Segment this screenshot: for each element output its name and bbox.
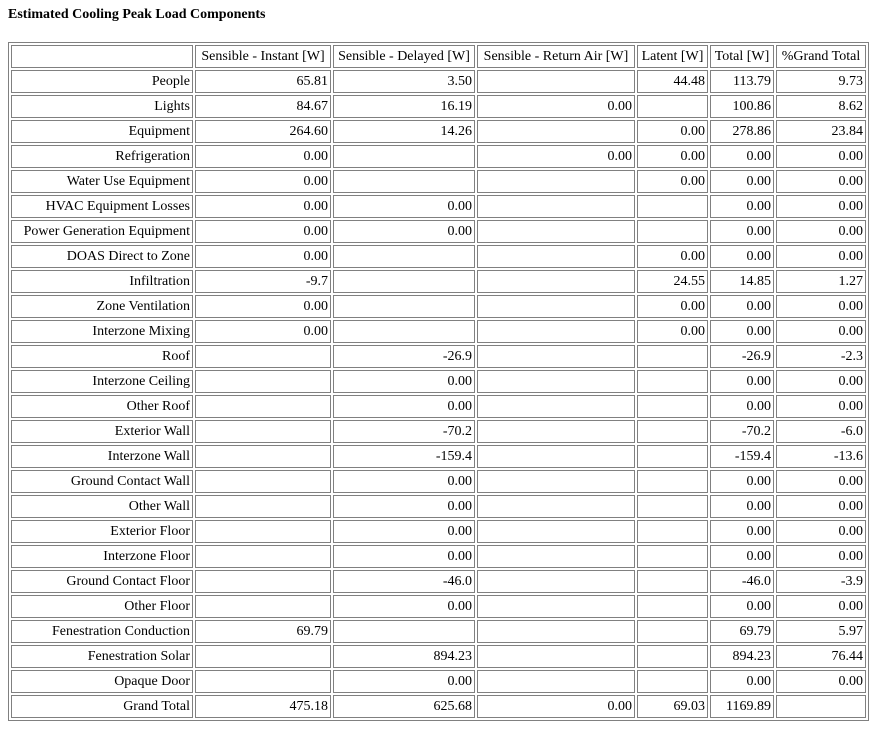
table-row	[11, 195, 866, 218]
table-cell: 0.00	[710, 595, 774, 618]
table-cell: 1169.89	[710, 695, 774, 718]
table-cell	[637, 570, 708, 593]
report-title: Estimated Cooling Peak Load Components	[8, 7, 266, 22]
column-header: Sensible - Return Air [W]	[477, 45, 635, 68]
table-cell	[333, 245, 475, 268]
table-row	[11, 345, 866, 368]
table-cell: 475.18	[195, 695, 331, 718]
table-cell: -26.9	[710, 345, 774, 368]
table-row	[11, 145, 866, 168]
column-header: Total [W]	[710, 45, 774, 68]
table-cell	[333, 270, 475, 293]
table-cell: 0.00	[776, 220, 866, 243]
row-label: Exterior Wall	[11, 420, 193, 443]
table-row	[11, 220, 866, 243]
table-cell	[477, 270, 635, 293]
table-cell: 76.44	[776, 645, 866, 668]
table-cell: 0.00	[195, 295, 331, 318]
table-cell: 0.00	[776, 195, 866, 218]
table-cell: 44.48	[637, 70, 708, 93]
table-cell: 0.00	[710, 220, 774, 243]
column-header: %Grand Total	[776, 45, 866, 68]
table-cell	[477, 620, 635, 643]
table-cell: 0.00	[333, 595, 475, 618]
table-cell: 264.60	[195, 120, 331, 143]
table-cell: 0.00	[710, 245, 774, 268]
table-cell: 0.00	[776, 370, 866, 393]
table-row	[11, 470, 866, 493]
table-row	[11, 495, 866, 518]
table-cell: 0.00	[195, 170, 331, 193]
table-cell	[477, 170, 635, 193]
table-cell: 0.00	[477, 145, 635, 168]
row-label: Fenestration Conduction	[11, 620, 193, 643]
table-cell: 69.79	[195, 620, 331, 643]
table-cell	[477, 120, 635, 143]
table-cell	[477, 520, 635, 543]
table-cell: 0.00	[776, 320, 866, 343]
table-cell: 0.00	[776, 595, 866, 618]
table-cell: 0.00	[776, 395, 866, 418]
table-cell: 0.00	[710, 170, 774, 193]
table-row	[11, 595, 866, 618]
table-cell: 1.27	[776, 270, 866, 293]
table-cell: 0.00	[195, 195, 331, 218]
table-cell: 14.85	[710, 270, 774, 293]
table-cell: 0.00	[333, 545, 475, 568]
table-row	[11, 95, 866, 118]
row-label: Infiltration	[11, 270, 193, 293]
table-cell: 0.00	[333, 195, 475, 218]
table-row	[11, 420, 866, 443]
table-cell	[195, 645, 331, 668]
header-corner-cell	[11, 45, 193, 68]
row-label: Fenestration Solar	[11, 645, 193, 668]
header-row	[11, 45, 866, 68]
table-cell	[477, 445, 635, 468]
table-cell: 113.79	[710, 70, 774, 93]
table-cell: 0.00	[710, 320, 774, 343]
table-cell: 16.19	[333, 95, 475, 118]
table-cell: 0.00	[776, 295, 866, 318]
table-cell: 8.62	[776, 95, 866, 118]
table-cell	[637, 620, 708, 643]
table-cell: 14.26	[333, 120, 475, 143]
table-cell: 0.00	[776, 170, 866, 193]
table-cell: 0.00	[776, 545, 866, 568]
row-label: Other Floor	[11, 595, 193, 618]
table-cell: 0.00	[637, 170, 708, 193]
table-cell: -46.0	[710, 570, 774, 593]
table-cell	[637, 645, 708, 668]
table-cell	[195, 445, 331, 468]
table-cell: 0.00	[637, 245, 708, 268]
table-cell	[195, 345, 331, 368]
table-cell	[333, 295, 475, 318]
table-cell: 65.81	[195, 70, 331, 93]
table-cell: -3.9	[776, 570, 866, 593]
table-cell: -9.7	[195, 270, 331, 293]
table-cell: 0.00	[333, 520, 475, 543]
row-label: Roof	[11, 345, 193, 368]
table-row	[11, 70, 866, 93]
table-cell: -6.0	[776, 420, 866, 443]
table-cell	[637, 545, 708, 568]
table-cell: 0.00	[333, 495, 475, 518]
table-cell: 69.03	[637, 695, 708, 718]
table-cell	[333, 620, 475, 643]
row-label: Exterior Floor	[11, 520, 193, 543]
row-label: Zone Ventilation	[11, 295, 193, 318]
table-cell	[477, 595, 635, 618]
table-cell: -2.3	[776, 345, 866, 368]
table-row	[11, 395, 866, 418]
table-row	[11, 520, 866, 543]
table-cell	[637, 370, 708, 393]
table-cell	[477, 670, 635, 693]
table-cell: 9.73	[776, 70, 866, 93]
table-cell	[195, 670, 331, 693]
table-cell	[637, 445, 708, 468]
table-row	[11, 645, 866, 668]
row-label: Ground Contact Floor	[11, 570, 193, 593]
table-row	[11, 120, 866, 143]
table-cell: 0.00	[710, 145, 774, 168]
table-cell: -46.0	[333, 570, 475, 593]
table-row	[11, 370, 866, 393]
row-label: Lights	[11, 95, 193, 118]
table-cell	[477, 645, 635, 668]
table-cell: 84.67	[195, 95, 331, 118]
table-cell	[195, 570, 331, 593]
table-cell: 23.84	[776, 120, 866, 143]
table-cell: 0.00	[710, 395, 774, 418]
table-cell	[637, 345, 708, 368]
table-cell	[637, 670, 708, 693]
table-cell	[637, 195, 708, 218]
table-cell: 0.00	[776, 145, 866, 168]
table-cell: 0.00	[776, 520, 866, 543]
table-cell	[195, 545, 331, 568]
row-label: Other Roof	[11, 395, 193, 418]
table-cell	[477, 345, 635, 368]
table-cell: 625.68	[333, 695, 475, 718]
table-cell: 0.00	[333, 395, 475, 418]
table-cell	[195, 395, 331, 418]
table-cell: 0.00	[710, 495, 774, 518]
table-cell: 0.00	[477, 95, 635, 118]
table-cell	[195, 420, 331, 443]
table-cell	[637, 420, 708, 443]
table-cell: 0.00	[710, 195, 774, 218]
row-label: Grand Total	[11, 695, 193, 718]
table-cell: 0.00	[195, 245, 331, 268]
table-cell	[637, 95, 708, 118]
table-cell: 3.50	[333, 70, 475, 93]
row-label: DOAS Direct to Zone	[11, 245, 193, 268]
table-cell	[477, 420, 635, 443]
table-cell: 69.79	[710, 620, 774, 643]
table-cell: 0.00	[333, 470, 475, 493]
table-cell	[477, 220, 635, 243]
table-cell	[477, 295, 635, 318]
row-label: Refrigeration	[11, 145, 193, 168]
row-label: People	[11, 70, 193, 93]
table-row	[11, 570, 866, 593]
table-cell: -159.4	[333, 445, 475, 468]
row-label: Interzone Mixing	[11, 320, 193, 343]
table-cell	[477, 495, 635, 518]
table-row	[11, 170, 866, 193]
table-cell	[477, 570, 635, 593]
row-label: Interzone Floor	[11, 545, 193, 568]
row-label: Equipment	[11, 120, 193, 143]
row-label: Ground Contact Wall	[11, 470, 193, 493]
table-row	[11, 270, 866, 293]
table-cell: 278.86	[710, 120, 774, 143]
table-cell	[637, 395, 708, 418]
column-header: Latent [W]	[637, 45, 708, 68]
column-header: Sensible - Instant [W]	[195, 45, 331, 68]
table-cell: 0.00	[637, 320, 708, 343]
table-cell: 0.00	[637, 145, 708, 168]
table-cell	[195, 595, 331, 618]
table-cell: 0.00	[195, 145, 331, 168]
table-cell	[333, 320, 475, 343]
table-cell: 0.00	[333, 220, 475, 243]
table-cell	[637, 595, 708, 618]
column-header: Sensible - Delayed [W]	[333, 45, 475, 68]
table-cell: 0.00	[477, 695, 635, 718]
table-cell	[477, 245, 635, 268]
row-label: Other Wall	[11, 495, 193, 518]
table-cell: 24.55	[637, 270, 708, 293]
table-cell: 0.00	[776, 670, 866, 693]
table-cell	[333, 170, 475, 193]
table-cell: 0.00	[710, 670, 774, 693]
table-cell: 0.00	[776, 495, 866, 518]
table-cell: 0.00	[710, 520, 774, 543]
table-cell	[477, 70, 635, 93]
table-cell: 894.23	[710, 645, 774, 668]
table-cell: 0.00	[637, 120, 708, 143]
table-row	[11, 620, 866, 643]
table-cell	[637, 470, 708, 493]
table-cell: 5.97	[776, 620, 866, 643]
table-cell: -26.9	[333, 345, 475, 368]
table-cell	[195, 370, 331, 393]
table-cell	[477, 320, 635, 343]
table-row	[11, 545, 866, 568]
table-row	[11, 695, 866, 718]
table-cell: 0.00	[195, 320, 331, 343]
table-cell: 0.00	[710, 370, 774, 393]
table-cell	[637, 220, 708, 243]
table-body	[11, 70, 866, 718]
table-cell: -159.4	[710, 445, 774, 468]
table-cell: 100.86	[710, 95, 774, 118]
row-label: Opaque Door	[11, 670, 193, 693]
table-cell	[195, 520, 331, 543]
table-row	[11, 670, 866, 693]
table-cell: 0.00	[333, 370, 475, 393]
table-cell: -70.2	[710, 420, 774, 443]
table-cell	[477, 370, 635, 393]
table-cell	[195, 470, 331, 493]
row-label: HVAC Equipment Losses	[11, 195, 193, 218]
table-cell: 894.23	[333, 645, 475, 668]
table-cell	[477, 545, 635, 568]
table-cell: 0.00	[776, 470, 866, 493]
table-cell	[195, 495, 331, 518]
table-cell: 0.00	[333, 670, 475, 693]
cooling-peak-load-table	[8, 42, 869, 721]
table-cell	[637, 495, 708, 518]
table-cell	[637, 520, 708, 543]
table-cell: 0.00	[637, 295, 708, 318]
row-label: Power Generation Equipment	[11, 220, 193, 243]
table-cell: -70.2	[333, 420, 475, 443]
table-cell	[477, 470, 635, 493]
table-cell: 0.00	[710, 470, 774, 493]
table-row	[11, 295, 866, 318]
row-label: Interzone Wall	[11, 445, 193, 468]
table-cell	[477, 395, 635, 418]
table-cell	[333, 145, 475, 168]
table-cell: 0.00	[710, 295, 774, 318]
table-cell: 0.00	[710, 545, 774, 568]
table-cell: 0.00	[195, 220, 331, 243]
table-cell	[477, 195, 635, 218]
table-cell: 0.00	[776, 245, 866, 268]
table-cell	[776, 695, 866, 718]
table-row	[11, 245, 866, 268]
row-label: Interzone Ceiling	[11, 370, 193, 393]
table-row	[11, 320, 866, 343]
table-row	[11, 445, 866, 468]
table-cell: -13.6	[776, 445, 866, 468]
row-label: Water Use Equipment	[11, 170, 193, 193]
